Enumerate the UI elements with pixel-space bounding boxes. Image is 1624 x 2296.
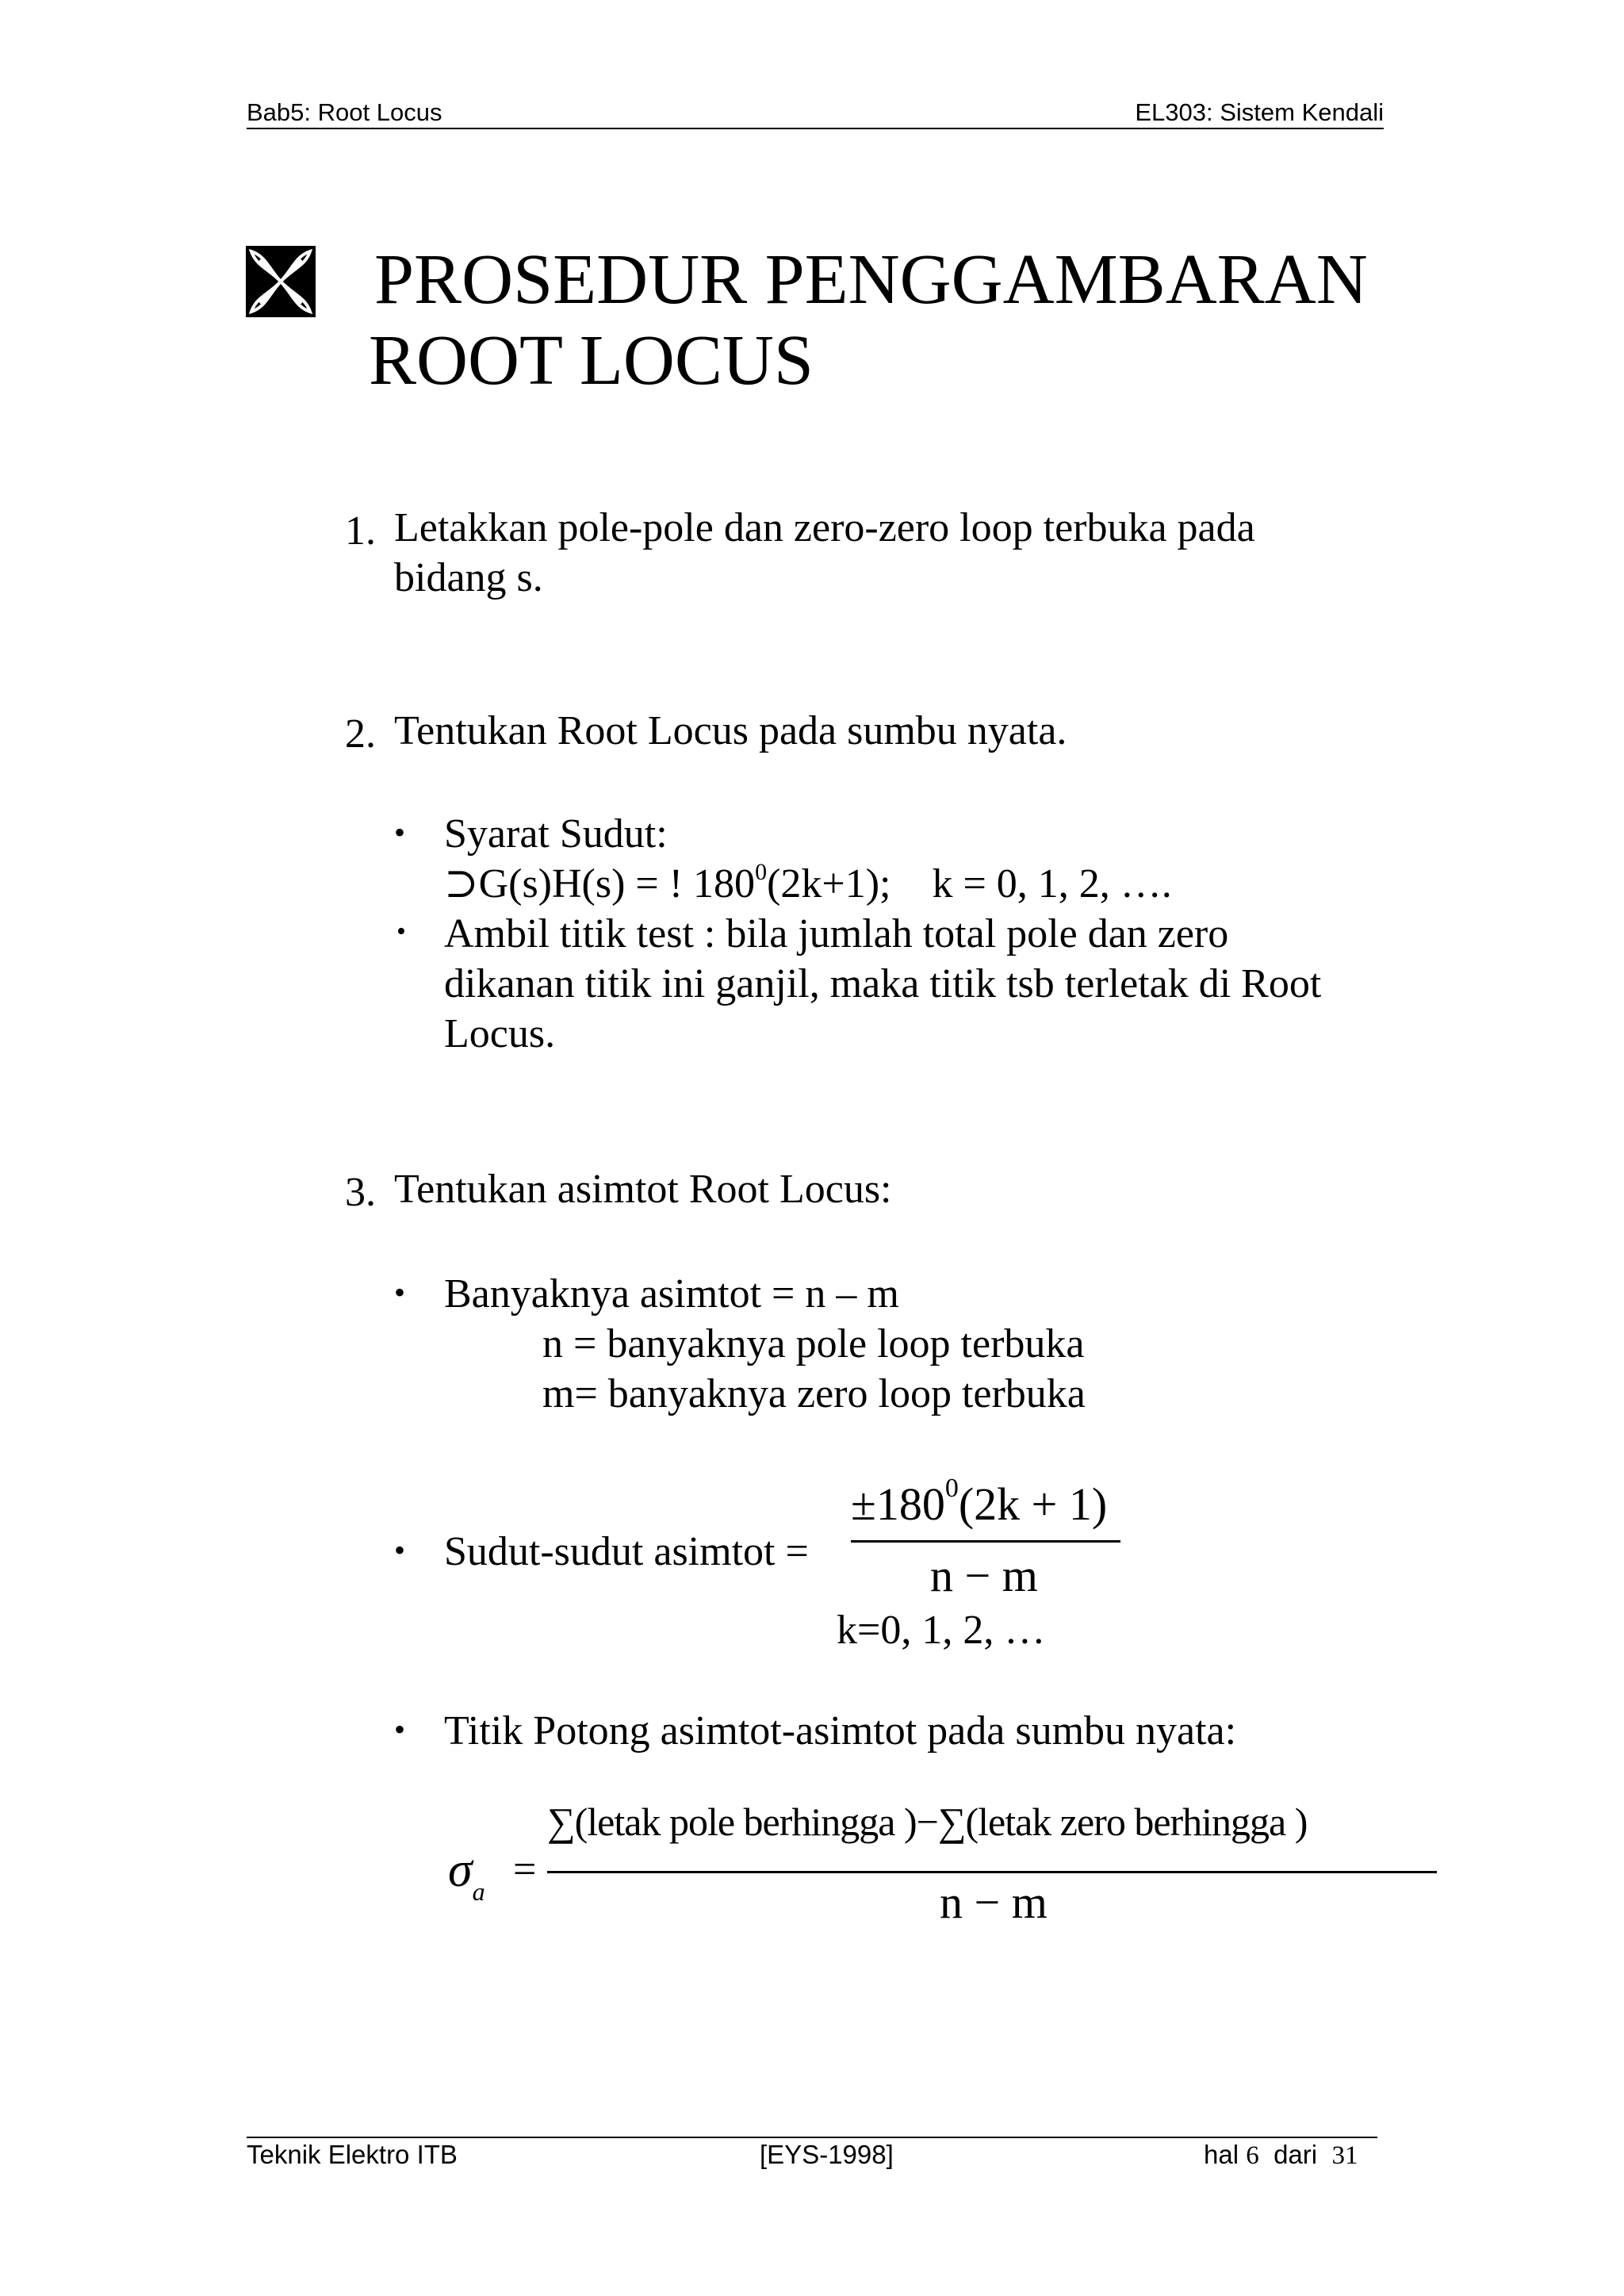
sigma-symbol: $\sigma_a$ <box>448 1843 485 1906</box>
header-left: Bab5: Root Locus <box>247 98 442 126</box>
fraction-bar <box>851 1540 1120 1543</box>
step-2-bullet-1-line-1: Syarat Sudut: <box>444 811 668 857</box>
page-title-line1: PROSEDUR PENGGAMBARAN <box>374 240 1368 319</box>
angle-condition-formula: ⊃G(s)H(s) = ! $180^0(2k+1)$; k = 0, 1, 2, …. <box>444 859 1172 907</box>
footer-center: [EYS-1998] <box>760 2140 894 2169</box>
footer-left: Teknik Elektro ITB <box>247 2140 458 2169</box>
bullet-icon: • <box>394 1274 406 1310</box>
centroid-numerator: ∑(letak pole berhingga )−∑(letak zero berhingga ) <box>547 1800 1308 1844</box>
header-right: EL303: Sistem Kendali <box>1135 98 1384 126</box>
page-number: hal 6 dari 31 <box>1204 2140 1358 2170</box>
bullet-icon: • <box>394 1532 406 1568</box>
asymptote-angle-label: Sudut-sudut asimtot = <box>444 1529 809 1574</box>
asymptote-angle-k-values: k=0, 1, 2, … <box>837 1608 1046 1653</box>
step-2-line-1: Tentukan Root Locus pada sumbu nyata. <box>394 708 1067 753</box>
bullet-icon: • <box>394 815 406 850</box>
asymptote-angle-denominator: n − m <box>930 1550 1038 1601</box>
step-3-line-1: Tentukan asimtot Root Locus: <box>394 1167 892 1212</box>
bullet-icon: • <box>394 1711 406 1747</box>
centroid-label: Titik Potong asimtot-asimtot pada sumbu nyata: <box>444 1708 1237 1754</box>
step-2-bullet-2-line-2: dikanan titik ini ganjil, maka titik tsb terletak di Root <box>444 961 1322 1006</box>
step-2-bullet-2-line-3: Locus. <box>444 1011 556 1056</box>
step-3-bullet-1-line-2: n = banyaknya pole loop terbuka <box>542 1321 1085 1366</box>
step-2-number: 2. <box>345 711 376 757</box>
step-3-bullet-1-line-1: Banyaknya asimtot = n – m <box>444 1271 899 1317</box>
bullet-icon: • <box>396 917 406 946</box>
step-1-number: 1. <box>345 508 376 554</box>
fraction-bar <box>547 1871 1437 1873</box>
footer-divider <box>247 2137 1377 2138</box>
asymptote-angle-numerator: $\pm 180^0(2k + 1)$ <box>851 1474 1108 1530</box>
step-3-bullet-1-line-3: m= banyaknya zero loop terbuka <box>542 1371 1086 1416</box>
centroid-denominator: n − m <box>940 1876 1048 1928</box>
step-1-line-2: bidang s. <box>394 555 543 600</box>
ornament-icon <box>245 245 316 318</box>
header-divider <box>247 128 1384 129</box>
step-3-number: 3. <box>345 1170 376 1215</box>
step-1-line-1: Letakkan pole-pole dan zero-zero loop terbuka pada <box>394 505 1255 550</box>
equals-sign: = <box>513 1847 537 1892</box>
step-2-bullet-2-line-1: Ambil titik test : bila jumlah total pole dan zero <box>444 911 1229 956</box>
page-title-line2: ROOT LOCUS <box>369 321 814 400</box>
